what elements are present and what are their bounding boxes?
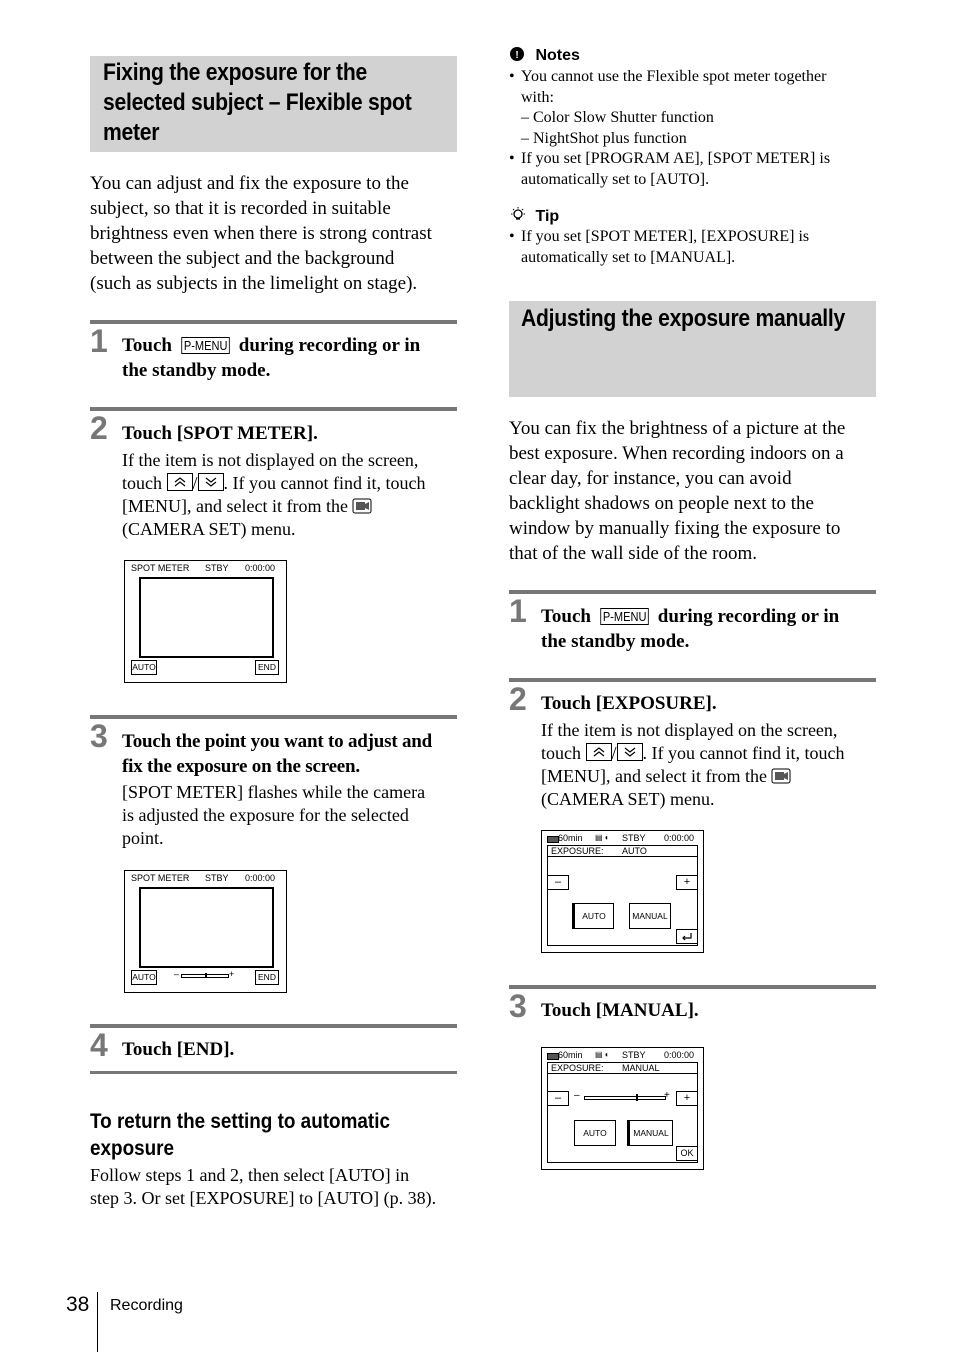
minus-button[interactable]: –: [547, 1091, 569, 1106]
mode-icons: ▤ ◐: [595, 833, 610, 842]
svg-text:!: !: [515, 50, 519, 61]
step-number: 1: [90, 323, 108, 359]
return-button[interactable]: [676, 929, 698, 944]
step-3-body: [SPOT METER] flashes while the camera is adjusted the exposure for the selected point.: [122, 782, 426, 848]
spot-meter-area[interactable]: [139, 887, 274, 968]
footer-divider: [97, 1292, 98, 1352]
slider-minus-label: –: [574, 1090, 580, 1101]
auto-button[interactable]: AUTO: [572, 903, 614, 929]
notes-icon: [509, 46, 525, 62]
notes-list: • You cannot use the Flexible spot meter together with: – Color Slow Shutter function – NightShot plus function • If you set [PROGRAM AE], [SPOT METER] is automatically set to [AUTO].: [509, 68, 831, 188]
step-divider: [509, 985, 876, 989]
intro-paragraph: You can adjust and fix the exposure to the subject, so that it is recorded in suitable brightness even when there is strong contrast between the subject and the background (such as subjects in the limelight on stage).: [90, 173, 432, 294]
end-button[interactable]: END: [255, 970, 279, 985]
footer-section: Recording: [110, 1297, 183, 1314]
lcd-screen-exposure-auto: 60min ▤ ◐ STBY 0:00:00 EXPOSURE: AUTO – + AUTO MANUAL: [541, 830, 704, 953]
scroll-down-icon: [617, 743, 643, 761]
minus-button[interactable]: –: [547, 875, 569, 890]
step-2-body: If the item is not displayed on the screen, touch / . If you cannot find it, touch [MENU], and select it from the (CAMERA SET) menu.: [541, 720, 845, 809]
lcd-screen-exposure-manual: 60min ▤ ◐ STBY 0:00:00 EXPOSURE: MANUAL – – + + AUTO MANUAL OK: [541, 1047, 704, 1170]
step-number: 3: [509, 988, 527, 1024]
step-divider: [90, 407, 457, 411]
plus-button[interactable]: +: [676, 1091, 698, 1106]
page-number: 38: [66, 1293, 90, 1316]
step-number: 4: [90, 1027, 108, 1063]
auto-button[interactable]: AUTO: [131, 970, 157, 985]
step-2-title: Touch [EXPOSURE].: [541, 693, 717, 714]
mode-icons: ▤ ◐: [595, 1050, 610, 1059]
step-2-title: Touch [SPOT METER].: [122, 423, 318, 444]
return-paragraph: Follow steps 1 and 2, then select [AUTO] in step 3. Or set [EXPOSURE] to [AUTO] (p. 38).: [90, 1165, 437, 1208]
plus-button[interactable]: +: [676, 875, 698, 890]
tip-heading: Tip: [509, 206, 559, 227]
slider-indicator: [636, 1094, 638, 1101]
panel-divider: [547, 1073, 697, 1074]
camera-set-icon: [352, 498, 372, 514]
camera-set-icon: [771, 768, 791, 784]
scroll-up-icon: [586, 743, 612, 761]
auto-button[interactable]: AUTO: [574, 1120, 616, 1146]
lightbulb-icon: [509, 206, 527, 224]
manual-button[interactable]: MANUAL: [627, 1120, 673, 1146]
step-1-title: Touch P-MENU during recording or in the standby mode.: [122, 335, 421, 381]
intro-paragraph: You can fix the brightness of a picture at the best exposure. When recording indoors on a clear day, for instance, you can avoid backlight shadows on people next to the window by manually fixing the exposure to that of the wall side of the room.: [509, 418, 846, 564]
step-divider: [509, 590, 876, 594]
notes-heading: ! Notes: [509, 46, 580, 66]
ok-button[interactable]: OK: [676, 1146, 698, 1161]
return-icon: [680, 931, 694, 942]
auto-button[interactable]: AUTO: [131, 660, 157, 675]
manual-button[interactable]: MANUAL: [629, 903, 671, 929]
slider-plus-label: +: [664, 1090, 670, 1101]
slider-plus-label: +: [229, 969, 235, 979]
step-2-body: If the item is not displayed on the screen, touch / . If you cannot find it, touch [MENU], and select it from the (CAMERA SET) menu.: [122, 450, 426, 539]
section-title: Fixing the exposure for the selected subject – Flexible spot meter: [103, 59, 412, 146]
step-divider: [90, 320, 457, 324]
step-3-title: Touch the point you want to adjust and fix the exposure on the screen.: [122, 731, 433, 777]
step-number: 2: [90, 410, 108, 446]
exposure-slider[interactable]: [584, 1096, 666, 1100]
scroll-down-icon: [198, 473, 224, 491]
slider-indicator: [205, 973, 207, 978]
step-1-title: Touch P-MENU during recording or in the standby mode.: [541, 606, 840, 652]
lcd-screen-spot-meter: SPOT METER STBY 0:00:00 AUTO END: [124, 560, 287, 683]
panel-divider: [547, 856, 697, 857]
scroll-up-icon: [167, 473, 193, 491]
step-divider: [509, 678, 876, 682]
step-3-title: Touch [MANUAL].: [541, 1000, 699, 1021]
p-menu-icon: P-MENU: [600, 608, 649, 625]
step-number: 2: [509, 681, 527, 717]
p-menu-icon: P-MENU: [181, 337, 230, 354]
step-number: 3: [90, 718, 108, 754]
subheading-return-auto: To return the setting to automatic exposure: [90, 1110, 390, 1160]
step-divider: [90, 715, 457, 719]
step-4-title: Touch [END].: [122, 1039, 235, 1060]
lcd-screen-spot-meter-adjust: SPOT METER STBY 0:00:00 AUTO – + END: [124, 870, 287, 993]
slider-minus-label: –: [174, 969, 180, 979]
spot-meter-area[interactable]: [139, 577, 274, 658]
step-number: 1: [509, 593, 527, 629]
step-end-divider: [90, 1071, 457, 1074]
section-title: Adjusting the exposure manually: [521, 305, 845, 332]
tips-list: • If you set [SPOT METER], [EXPOSURE] is automatically set to [MANUAL].: [509, 228, 810, 266]
step-divider: [90, 1024, 457, 1028]
end-button[interactable]: END: [255, 660, 279, 675]
